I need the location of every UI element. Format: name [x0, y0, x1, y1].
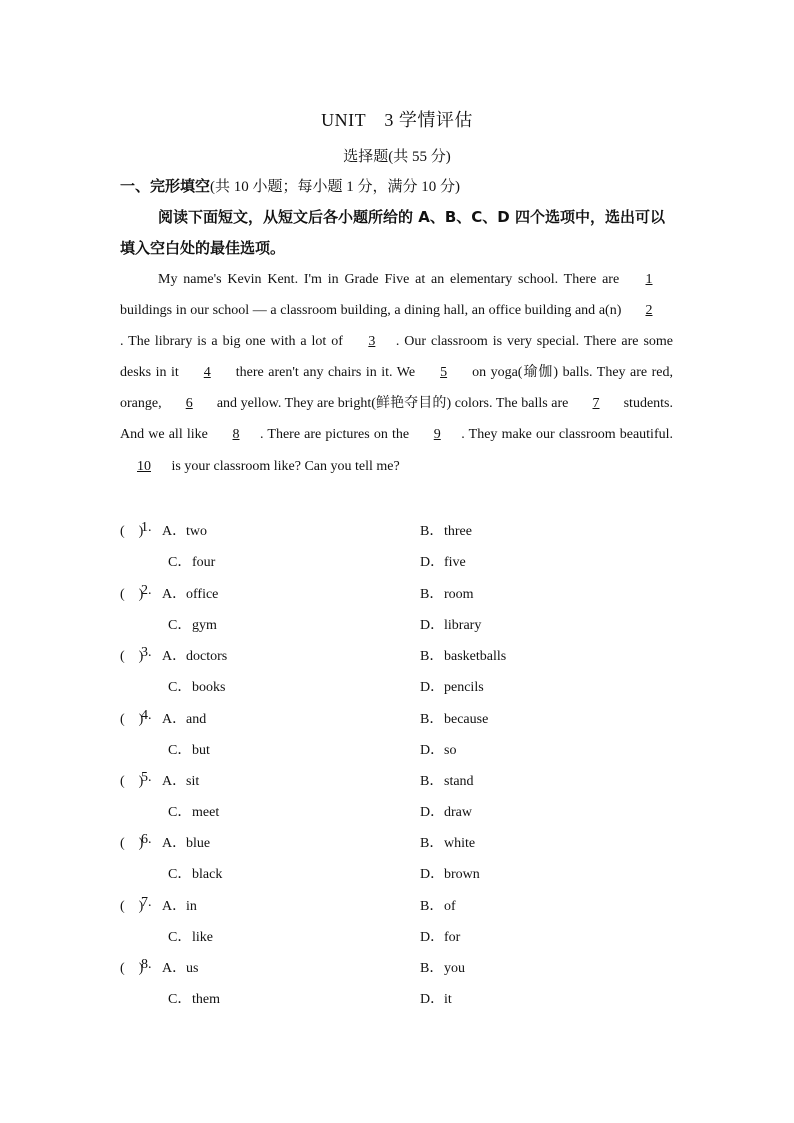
option-c: C．meet [168, 805, 220, 820]
option-c: C．them [168, 992, 220, 1007]
blank-9: 9 [433, 427, 441, 443]
section-heading-detail: (共 10 小题；每小题 1 分，满分 10 分) [210, 179, 461, 195]
question-number: 1. [141, 520, 152, 535]
question-number: 4. [141, 708, 152, 723]
blank-3: 3 [368, 334, 376, 350]
passage-text: is your classroom like? Can you tell me? [168, 458, 400, 474]
answer-blank[interactable]: ( ) [120, 649, 144, 664]
answer-blank[interactable]: ( ) [120, 836, 144, 851]
option-c: C．but [168, 743, 210, 758]
passage-text: . The library is a big one with a lot of [120, 334, 348, 350]
blank-6: 6 [185, 396, 193, 412]
blank-5: 5 [440, 365, 448, 381]
instructions: 阅读下面短文，从短文后各小题所给的 A、B、C、D 四个选项中，选出可以填入空白处的最佳选项。 [120, 208, 665, 257]
answer-blank[interactable]: ( ) [120, 524, 144, 539]
option-a: A．doctors [162, 649, 228, 664]
question-number: 5. [141, 770, 152, 785]
question-7 [120, 895, 680, 957]
option-b: B．you [420, 961, 465, 976]
question-number: 8. [141, 957, 152, 972]
passage-text: . Our classroom is very special. There are some desks in it [120, 334, 673, 381]
option-c: C．gym [168, 618, 217, 633]
question-6 [120, 832, 680, 894]
section-heading [120, 175, 460, 196]
option-d: D．it [420, 992, 452, 1007]
option-a: A．and [162, 712, 207, 727]
option-c: C．like [168, 930, 213, 945]
option-d: D．library [420, 618, 482, 633]
option-d: D．draw [420, 805, 472, 820]
question-2 [120, 583, 680, 645]
passage-text: there aren't any chairs in it. We [231, 365, 420, 381]
option-d: D．five [420, 555, 466, 570]
section-heading-title: 一、完形填空 [120, 179, 211, 195]
page-subtitle: 选择题(共 55 分) [343, 149, 451, 165]
option-b: B．stand [420, 774, 474, 789]
question-8 [120, 957, 680, 1019]
answer-blank[interactable]: ( ) [120, 587, 144, 602]
option-b: B．because [420, 712, 489, 727]
option-a: A．us [162, 961, 199, 976]
passage-text: . They make our classroom beautiful. [461, 427, 673, 443]
question-1 [120, 520, 680, 582]
question-number: 7. [141, 895, 152, 910]
option-b: B．white [420, 836, 476, 851]
passage-text: and yellow. They are bright(鲜艳夺目的) colors. The balls are [213, 396, 572, 412]
blank-4: 4 [203, 365, 211, 381]
option-d: D．for [420, 930, 461, 945]
blank-1: 1 [645, 272, 653, 287]
option-b: B．basketballs [420, 649, 507, 664]
blank-2: 2 [645, 303, 653, 319]
cloze-passage [120, 264, 673, 482]
option-a: A．in [162, 899, 197, 914]
option-c: C．four [168, 555, 216, 570]
passage-text: students. And we all like [120, 396, 673, 443]
passage-text: . There are pictures on the [260, 427, 414, 443]
answer-blank[interactable]: ( ) [120, 899, 144, 914]
question-4 [120, 708, 680, 770]
option-b: B．three [420, 524, 472, 539]
blank-7: 7 [592, 396, 600, 412]
passage-text: buildings in our school — a classroom building, a dining hall, an office building and a(n) [120, 303, 625, 319]
option-d: D．pencils [420, 680, 484, 695]
option-c: C．black [168, 867, 223, 882]
option-d: D．brown [420, 867, 480, 882]
option-b: B．of [420, 899, 456, 914]
option-b: B．room [420, 587, 474, 602]
option-a: A．two [162, 524, 207, 539]
question-number: 3. [141, 645, 152, 660]
answer-blank[interactable]: ( ) [120, 712, 144, 727]
question-number: 2. [141, 583, 152, 598]
question-3 [120, 645, 680, 707]
blank-8: 8 [232, 427, 240, 443]
page-title: UNIT 3 学情评估 [321, 110, 473, 130]
question-5 [120, 770, 680, 832]
question-number: 6. [141, 832, 152, 847]
option-d: D．so [420, 743, 457, 758]
answer-blank[interactable]: ( ) [120, 774, 144, 789]
passage-text: on yoga(瑜伽) balls. They are red, orange, [120, 365, 673, 412]
blank-10: 10 [137, 458, 151, 474]
answer-blank[interactable]: ( ) [120, 961, 144, 976]
option-a: A．office [162, 587, 219, 602]
option-a: A．sit [162, 774, 200, 789]
passage-text: My name's Kevin Kent. I'm in Grade Five at an elementary school. There are [158, 272, 625, 287]
option-a: A．blue [162, 836, 211, 851]
option-c: C．books [168, 680, 226, 695]
